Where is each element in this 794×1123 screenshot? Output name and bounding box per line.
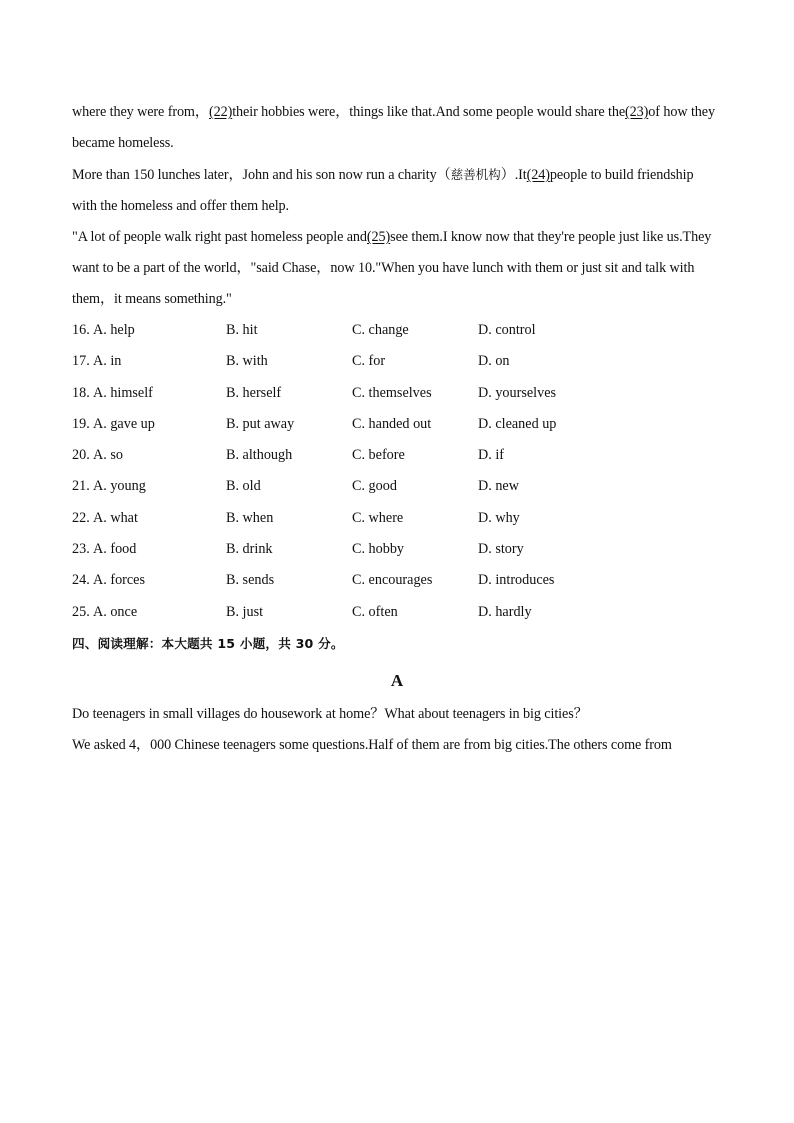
question-number: 21. (72, 478, 90, 495)
question-number: 17. (72, 353, 90, 370)
option-d: D. hardly (478, 603, 532, 620)
question-row (72, 565, 722, 596)
option-c: C. encourages (352, 572, 433, 589)
option-a: A. help (93, 322, 135, 338)
option-d: D. yourselves (478, 384, 557, 401)
question-row (72, 471, 722, 502)
passage-line: want to be a part of the world，"said Chase，now 10."When you have lunch with them or just sit and talk with (72, 260, 695, 276)
question-row (72, 597, 722, 628)
passage-text: people to build friendship (549, 167, 694, 183)
passage-line (72, 97, 722, 128)
option-d: D. new (478, 478, 519, 495)
option-c: C. often (352, 603, 398, 620)
option-a: A. gave up (93, 415, 155, 432)
option-b: B. just (226, 603, 264, 620)
option-b: B. hit (226, 322, 258, 338)
option-a: A. so (93, 447, 123, 464)
passage-line: them，it means something." (72, 291, 232, 307)
question-number: 18. (72, 384, 90, 401)
question-number: 23. (72, 541, 90, 558)
option-d: D. if (478, 447, 505, 464)
passage-text: where they were from， (72, 104, 209, 120)
passage-line (72, 222, 722, 253)
option-c: C. themselves (352, 384, 432, 401)
passage-text: their hobbies were，things like that.And some people would share the (232, 104, 626, 120)
question-row (72, 409, 722, 440)
option-c: C. before (352, 447, 405, 464)
option-d: D. why (478, 509, 520, 526)
blank-22: (22) (208, 104, 233, 120)
option-d: D. on (478, 353, 510, 370)
blank-25: (25) (366, 229, 391, 245)
option-d: D. control (478, 322, 536, 338)
option-d: D. cleaned up (478, 415, 557, 432)
passage-line: We asked 4，000 Chinese teenagers some questions.Half of them are from big cities.The others come from (72, 736, 672, 753)
option-b: B. with (226, 353, 268, 370)
question-row (72, 378, 722, 409)
passage-line: with the homeless and offer them help. (72, 198, 289, 214)
question-number: 20. (72, 447, 90, 464)
blank-24: (24) (526, 167, 550, 183)
question-row (72, 315, 722, 346)
question-row (72, 503, 722, 534)
option-b: B. when (226, 509, 274, 526)
document-page (72, 97, 722, 761)
option-b: B. old (226, 478, 261, 495)
option-b: B. drink (226, 541, 273, 558)
section-heading: 四、阅读理解：本大题共 15 小题，共 30 分。 (72, 635, 344, 651)
option-c: C. where (352, 509, 404, 526)
option-a: A. young (93, 478, 146, 495)
passage-line: became homeless. (72, 135, 174, 151)
passage-text-chinese: 慈善机构 (450, 167, 501, 182)
option-a: A. in (93, 353, 122, 370)
option-b: B. sends (226, 572, 275, 589)
option-b: B. put away (226, 415, 295, 432)
question-number: 24. (72, 572, 90, 589)
blank-23: (23) (625, 104, 649, 120)
question-row (72, 534, 722, 565)
passage-text: ）.It (500, 167, 527, 183)
question-row (72, 346, 722, 377)
question-list (72, 315, 722, 628)
question-number: 25. (72, 603, 90, 620)
option-b: B. although (226, 447, 293, 464)
question-number: 22. (72, 509, 90, 526)
passage-text: More than 150 lunches later，John and his son now run a charity（ (72, 167, 451, 183)
option-c: C. change (352, 322, 409, 338)
passage-line (72, 159, 722, 191)
passage-text: see them.I know now that they're people just like us.They (390, 229, 712, 245)
option-b: B. herself (226, 384, 282, 401)
option-c: C. good (352, 478, 397, 495)
passage-line: Do teenagers in small villages do housework at home？What about teenagers in big cities？ (72, 705, 588, 722)
option-a: A. forces (93, 572, 145, 589)
option-d: D. story (478, 541, 524, 558)
option-a: A. what (93, 509, 138, 526)
question-number: 16. (72, 322, 90, 338)
option-c: C. handed out (352, 415, 432, 432)
passage-text: of how they (648, 104, 715, 120)
passage-text: "A lot of people walk right past homeless people and (72, 229, 367, 245)
option-a: A. food (93, 541, 137, 558)
question-number: 19. (72, 415, 90, 432)
option-c: C. for (352, 353, 386, 370)
passage-label: A (390, 670, 404, 690)
option-a: A. himself (93, 384, 153, 401)
option-a: A. once (93, 603, 138, 620)
option-c: C. hobby (352, 541, 405, 558)
option-d: D. introduces (478, 572, 555, 589)
question-row (72, 440, 722, 471)
